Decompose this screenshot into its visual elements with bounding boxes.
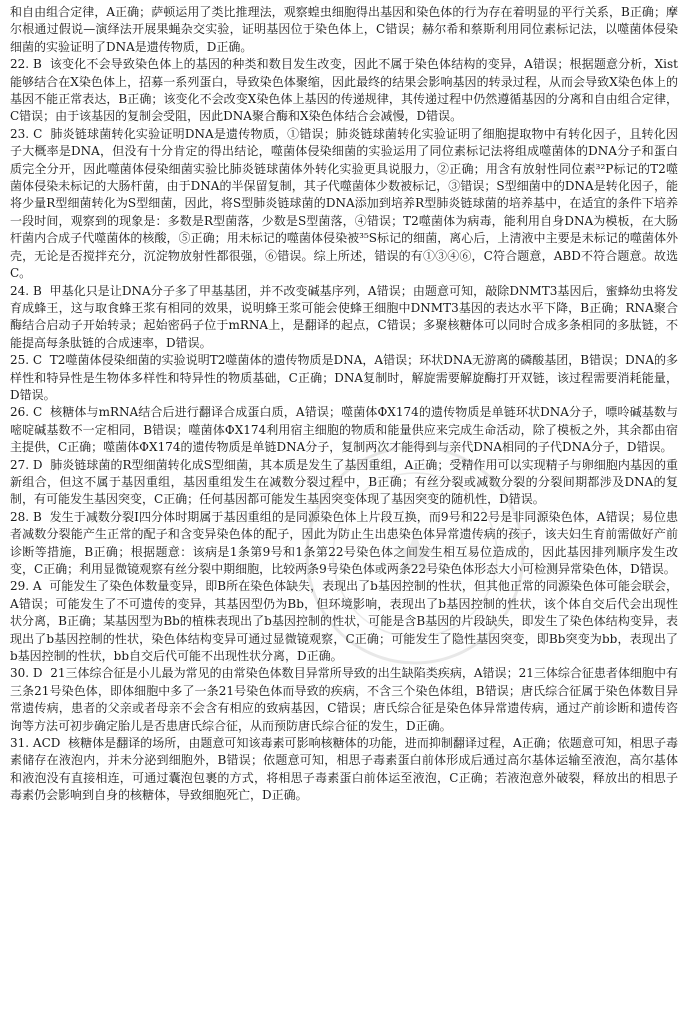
answer-item-31	[10, 735, 678, 805]
answer-number: 30. D	[10, 666, 43, 681]
answer-item-30	[10, 665, 678, 735]
answer-explanation: T2噬菌体侵染细菌的实验说明T2噬菌体的遗传物质是DNA，A错误；环状DNA无游离的磷酸基团，B错误；DNA的多样性和特异性是生物体多样性和特异性的物质基础，C正确；DNA复制时，解旋需要解旋酶打开双链，该过程需要消耗能量，D错误。	[10, 353, 678, 402]
answer-item-27	[10, 457, 678, 509]
answer-explanation: 该变化不会导致染色体上的基因的种类和数目发生改变，因此不属于染色体结构的变异，A错误；根据题意分析，Xist能够结合在X染色体上，招募一系列蛋白，导致染色体聚缩，因此最终的结果会影响基因的转录过程，从而会导致X染色体上的基因不能正常表达，B正确；该变化不会改变X染色体上基因的传递规律，其传递过程中仍然遵循基因的分离和自由组合定律，C错误；由于该基因的复制会受阻，因此DNA聚合酶和X染色体结合会减慢，D错误。	[10, 57, 678, 124]
answer-item-23	[10, 126, 678, 283]
answer-number: 26. C	[10, 405, 43, 420]
answer-number: 23. C	[10, 126, 43, 141]
answer-item-24	[10, 283, 678, 353]
answer-number: 28. B	[10, 509, 42, 524]
answer-explanation: 核糖体是翻译的场所，由题意可知该毒素可影响核糖体的功能，进而抑制翻译过程，A正确；依题意可知，相思子毒素储存在液泡内，并未分泌到细胞外，B错误；依题意可知，相思子毒素蛋白前体形成后通过高尔基体运输至液泡，高尔基体和液泡没有直接相连，可通过囊泡包裹的方式，将相思子毒素蛋白前体运至液泡，C正确；若液泡意外破裂，释放出的相思子毒素仍会影响到自身的核糖体，导致细胞死亡，D正确。	[10, 736, 679, 803]
answer-explanation: 肺炎链球菌的R型细菌转化成S型细菌，其本质是发生了基因重组，A正确；受精作用可以实现精子与卵细胞内基因的重新组合，但这不属于基因重组，基因重组发生在减数分裂过程中，B正确；有丝分裂或减数分裂的分裂间期都涉及DNA的复制，有可能发生基因突变，C正确；任何基因都可能发生基因突变体现了基因突变的随机性，D错误。	[10, 457, 678, 507]
answer-explanation: 核糖体与mRNA结合后进行翻译合成蛋白质，A错误；噬菌体ΦX174的遗传物质是单链环状DNA分子，嘌呤碱基数与嘧啶碱基数不一定相同，B错误；噬菌体ΦX174利用宿主细胞的物质和能量供应来完成生命活动，除了模板之外，其余都由宿主提供，C正确；噬菌体ΦX174的遗传物质是单链DNA分子，复制两次才能得到与亲代DNA相同的子代DNA分子，D错误。	[10, 405, 678, 455]
continued-answer-text: 和自由组合定律，A正确；萨顿运用了类比推理法，观察蝗虫细胞得出基因和染色体的行为存在着明显的平行关系，B正确；摩尔根通过假说—演绎法开展果蝇杂交实验，证明基因位于染色体上，C错误；赫尔希和蔡斯利用同位素标记法，以噬菌体侵染细菌的实验证明了DNA是遗传物质，D正确。	[10, 5, 678, 54]
answer-item-26	[10, 404, 678, 456]
answer-number: 25. C	[10, 353, 43, 368]
answer-number: 22. B	[10, 57, 42, 72]
answer-item-22	[10, 56, 678, 126]
answer-item-29	[10, 578, 678, 665]
answer-explanation: 发生于减数分裂Ⅰ四分体时期属于基因重组的是同源染色体上片段互换，而9号和22号是非同源染色体，A错误；易位患者减数分裂能产生正常的配子和含变异染色体的配子，因此为防止生出患染色体异常遗传病的孩子，该夫妇生育前需做好产前诊断等措施，B正确；根据题意：该病是1条第9号和1条第22号染色体之间发生相互易位造成的，因此基因排列顺序发生改变，C正确；利用显微镜观察有丝分裂中期细胞，比较两条9号染色体或两条22号染色体形态大小可检测异常染色体，D错误。	[10, 509, 678, 576]
answer-list	[10, 56, 678, 804]
answer-number: 27. D	[10, 457, 43, 472]
answer-item-28	[10, 509, 678, 579]
answer-number: 29. A	[10, 579, 42, 594]
answer-explanation: 肺炎链球菌转化实验证明DNA是遗传物质，①错误；肺炎链球菌转化实验证明了细胞提取物中有转化因子，且转化因子大概率是DNA，但没有十分肯定的得出结论，噬菌体侵染细菌的实验运用了同位素标记法将组成噬菌体的DNA分子和蛋白质完全分开，因此噬菌体侵染细菌实验比肺炎链球菌体外转化实验更具说服力，②正确；用含有放射性同位素³²P标记的T2噬菌体侵染未标记的大肠杆菌，由于DNA的半保留复制，其子代噬菌体少数被标记，③错误；S型细菌中的DNA是转化因子，能将少量R型细菌转化为S型细菌，因此，将S型肺炎链球菌的DNA添加到培养R型肺炎链球菌的培养基中，在适宜的条件下培养一段时间，观察到的现象是：多数是R型菌落，少数是S型菌落，④错误；T2噬菌体为病毒，能利用自身DNA为模板，在大肠杆菌内合成子代噬菌体的核酸，⑤正确；用未标记的噬菌体侵染被³⁵S标记的细菌，离心后，上清液中主要是未标记的噬菌体外壳，无论是否搅拌充分，沉淀物放射性都很强，⑥错误。综上所述，错误的有①③④⑥，C符合题意，ABD不符合题意。故选C。	[10, 126, 678, 281]
answer-number: 24. B	[10, 283, 42, 298]
answer-number: 31. ACD	[10, 736, 61, 751]
answer-item-25	[10, 352, 678, 404]
answer-explanation: 21三体综合征是小儿最为常见的由常染色体数目异常所导致的出生缺陷类疾病，A错误；21三体综合征患者体细胞中有三条21号染色体，即体细胞中多了一条21号染色体而导致的疾病，不含三个染色体组，B错误；唐氏综合征属于染色体数目异常遗传病，患者的父亲或者母亲不会含有相应的致病基因，C错误；唐氏综合征是染色体异常遗传病，通过产前诊断和遗传咨询等方法可初步确定胎儿是否患唐氏综合征，从而预防唐氏综合征的发生，D正确。	[10, 666, 678, 733]
answer-explanation: 可能发生了染色体数量变异，即B所在染色体缺失，表现出了b基因控制的性状，但其他正常的同源染色体可能会联会，A错误；可能发生了不可遗传的变异，其基因型仍为Bb，但环境影响，表现出了b基因控制的性状，该个体自交后代会出现性状分离，B正确；某基因型为Bb的植株表现出了b基因控制的性状，可能是含B基因的片段缺失，即发生了染色体结构变异，表现出了b基因控制的性状，染色体结构变异可通过显微镜观察，C正确；可能发生了隐性基因突变，即Bb突变为bb，表现出了b基因控制的性状，bb自交后代可能不出现性状分离，D正确。	[10, 579, 678, 664]
answer-explanation: 甲基化只是让DNA分子多了甲基基团，并不改变碱基序列，A错误；由题意可知，敲除DNMT3基因后，蜜蜂幼虫将发育成蜂王，这与取食蜂王浆有相同的效果，说明蜂王浆可能会使蜂王细胞中DNMT3基因的表达水平下降，B正确；RNA聚合酶结合启动子开始转录；起始密码子位于mRNA上，是翻译的起点，C错误；多聚核糖体可以同时合成多条相同的多肽链，不能提高每条肽链的合成速率，D错误。	[10, 283, 678, 350]
